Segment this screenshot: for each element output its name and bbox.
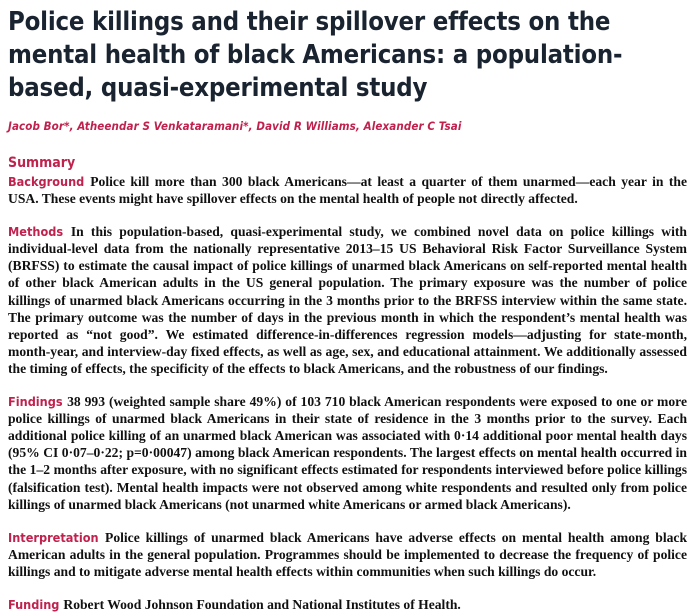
page-title: Police killings and their spillover effects on the mental health of black Americans: a population-based, quasi-experimental study [8,7,623,103]
section-text-interpretation: Police killings of unarmed black Americans have adverse effects on mental health among black American adults in the general population. Programmes should be implemented to decrease the frequency of police killings and to mitigate adverse mental health effects within communities when such killings do occur. [8,529,688,579]
abstract-section-background [8,172,687,207]
section-label-interpretation: Interpretation [8,529,106,545]
section-label-methods: Methods [8,224,71,240]
section-label-background: Background [8,174,91,189]
section-text-methods: In this population-based, quasi-experimental study, we combined novel data on police killings with individual-level data from the nationally representative 2013–15 US Behavioral Risk Factor Surveillance System (BRFSS) to estimate the causal impact of police killings of unarmed black Americans on self-reported mental health of other black American adults in the US general population. The primary exposure was the number of police killings of unarmed black Americans occurring in the 3 months prior to the BRFSS interview within the same state. The primary outcome was the number of days in the previous month in which the respondent’s mental health was reported as “not good”. We estimated difference-in-differences regression models—adjusting for state-month, month-year, and interview-day fixed effects, as well as age, sex, and educational attainment. We additionally assessed the timing of effects, the specificity of the effects to black Americans, and the robustness of our findings. [8,224,687,376]
section-label-funding: Funding [8,596,64,612]
section-text-funding: Robert Wood Johnson Foundation and National Institutes of Health. [63,596,461,612]
abstract-section-funding [8,580,687,613]
section-text-findings: 38 993 (weighted sample share 49%) of 103 710 black American respondents were exposed to one or more police killings of unarmed black Americans in their state of residence in the 3 months prior to the survey. Each additional police killing of an unarmed black American was associated with 0·14 additional poor mental health days (95% CI 0·07–0·22; p=0·00047) among black American respondents. The largest effects on mental health occurred in the 1–2 months after exposure, with no significant effects estimated for respondents interviewed before police killings (falsification test). Mental health impacts were not observed among white respondents and resulted only from police killings of unarmed black Americans (not unarmed white Americans or armed black Americans). [8,394,687,512]
abstract-section-findings [8,377,687,513]
abstract-section-interpretation [8,513,687,580]
abstract-section-methods [8,207,687,377]
section-label-findings: Findings [8,394,68,410]
summary-heading: Summary [8,155,76,171]
section-text-background: Police kill more than 300 black Americans—at least a quarter of them unarmed—each year in the USA. These events might have spillover effects on the mental health of people not directly affected. [8,174,687,207]
author-list: Jacob Bor*, Atheendar S Venkataramani*, David R Williams, Alexander C Tsai [8,119,462,133]
